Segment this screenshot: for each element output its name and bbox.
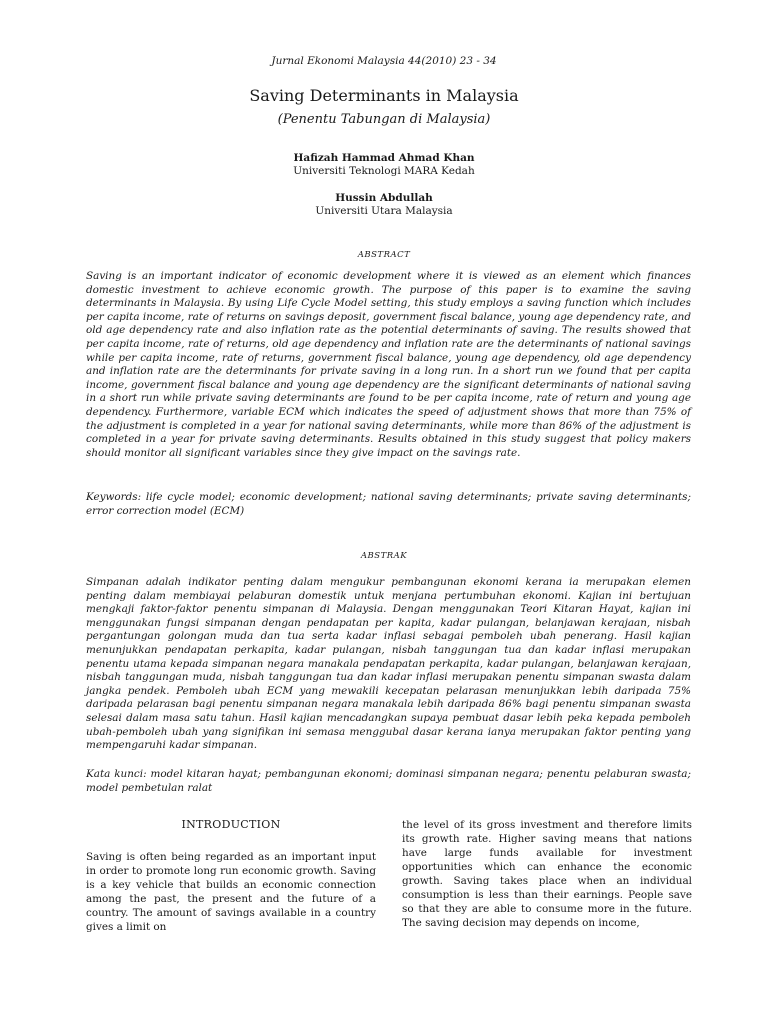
abstract-heading: ABSTRACT <box>357 250 411 260</box>
abstrak-text: Simpanan adalah indikator penting dalam mengukur pembangunan ekonomi kerana ia merupakan elemen penting dalam membiayai pelaburan domestik untuk menjana pertumbuhan ekonomi. Kajian ini bertujuan mengkaji faktor-faktor penentu simpanan di Malaysia. Dengan menggunakan Teori Kitaran Hayat, kajian ini menggunakan fungsi simpanan dengan pendapatan per kapita, kadar pulangan, belanjawan kerajaan, nisbah pergantungan golongan muda dan tua serta kadar inflasi sebagai pemboleh ubah penerang. Hasil kajian menunjukkan pendapatan perkapita, kadar pulangan, nisbah tanggungan tua dan kadar inflasi merupakan penentu utama kepada simpanan negara manakala pendapatan perkapita, kadar pulangan, belanjawan kerajaan, nisbah tanggungan muda, nisbah tanggungan tua dan kadar inflasi merupakan penentu simpanan swasta dalam jangka pendek. Pemboleh ubah ECM yang mewakili kecepatan pelarasan menunjukkan lebih daripada 75% daripada pelarasan bagi penentu simpanan negara manakala lebih daripada 86% bagi penentu simpanan swasta selesai dalam masa satu tahun. Hasil kajian mencadangkan supaya pembuat dasar lebih peka kepada pemboleh ubah-pemboleh ubah yang signifikan ini semasa menggubal dasar kerana ianya merupakan faktor penting yang mempengaruhi kadar simpanan. <box>86 576 691 752</box>
author-affiliation: Universiti Teknologi MARA Kedah <box>293 165 475 177</box>
body-left-column: Saving is often being regarded as an important input in order to promote long run economic growth. Saving is a key vehicle that builds an economic connection among the past, the present and the future of a country. The amount of savings available in a country gives a limit on <box>86 851 376 933</box>
author-block-2 <box>0 192 768 217</box>
author-affiliation: Universiti Utara Malaysia <box>315 205 453 217</box>
author-name: Hussin Abdullah <box>335 192 433 204</box>
paper-title: Saving Determinants in Malaysia <box>249 86 519 105</box>
author-block-1 <box>0 152 768 177</box>
abstrak-keywords: Kata kunci: model kitaran hayat; pembangunan ekonomi; dominasi simpanan negara; penentu pelaburan swasta; model pembetulan ralat <box>86 768 691 794</box>
paper-subtitle: (Penentu Tabungan di Malaysia) <box>277 112 491 127</box>
abstract-text: Saving is an important indicator of economic development where it is viewed as an element which finances domestic investment to achieve economic growth. The purpose of this paper is to examine the saving determinants in Malaysia. By using Life Cycle Model setting, this study employs a saving function which includes per capita income, rate of returns on savings deposit, government fiscal balance, young age dependency rate, and old age dependency rate and also inflation rate as the potential determinants of saving. The results showed that per capita income, rate of returns, old age dependency and inflation rate are the determinants of national savings while per capita income, rate of returns, government fiscal balance, young age dependency, old age dependency and inflation rate are the determinants for private saving in a long run. In a short run we found that per capita income, government fiscal balance and young age dependency are the significant determinants of national saving in a short run while private saving determinants are found to be per capita income, rate of return and young age dependency. Furthermore, variable ECM which indicates the speed of adjustment shows that more than 75% of the adjustment is completed in a year for national saving determinants, while more than 86% of the adjustment is completed in a year for private saving determinants. Results obtained in this study suggest that policy makers should monitor all significant variables since they give impact on the savings rate. <box>86 270 691 459</box>
abstrak-heading: ABSTRAK <box>360 551 408 561</box>
abstract-keywords: Keywords: life cycle model; economic development; national saving determinants; private saving determinants; error correction model (ECM) <box>86 491 691 517</box>
introduction-heading: INTRODUCTION <box>181 818 281 831</box>
body-right-column: the level of its gross investment and therefore limits its growth rate. Higher saving means that nations have large funds available for investment opportunities which can enhance the economic growth. Saving takes place when an individual consumption is less than their earnings. People save so that they are able to consume more in the future. The saving decision may depends on income, <box>402 819 692 929</box>
journal-citation: Jurnal Ekonomi Malaysia 44(2010) 23 - 34 <box>271 55 497 67</box>
author-name: Hafizah Hammad Ahmad Khan <box>293 152 475 164</box>
